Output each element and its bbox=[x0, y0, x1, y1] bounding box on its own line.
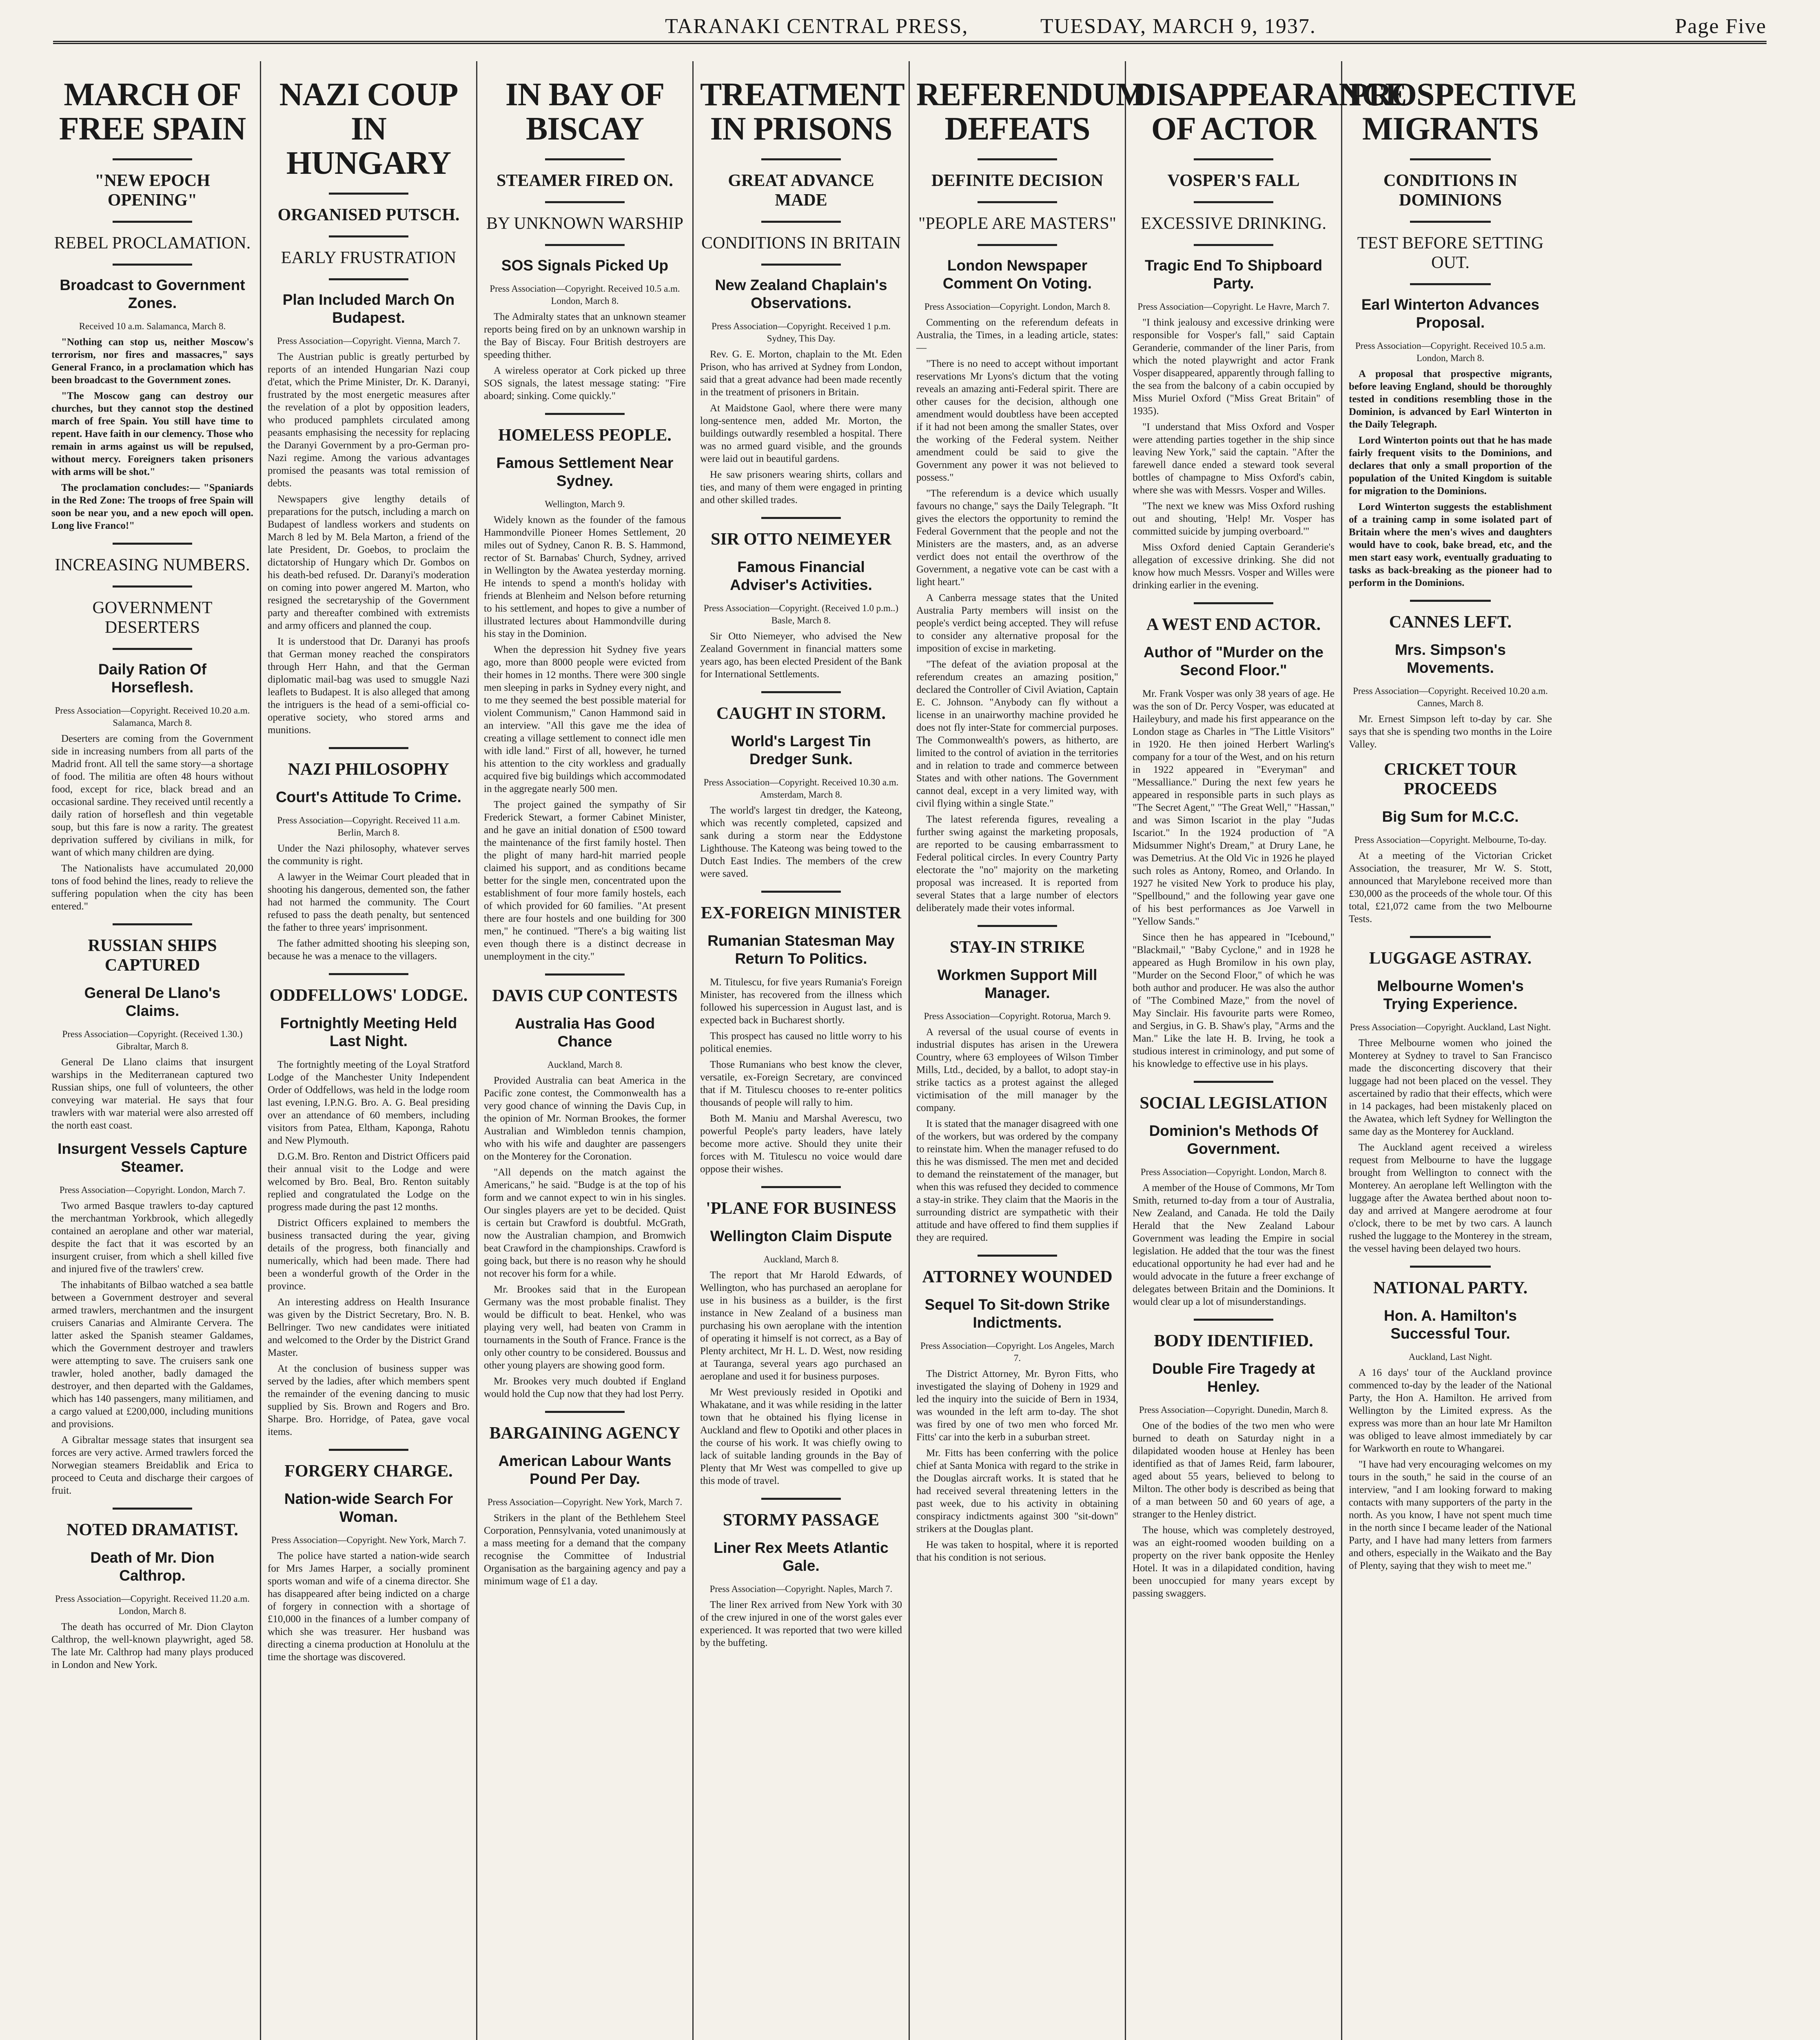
divider bbox=[545, 973, 625, 976]
divider bbox=[113, 543, 192, 545]
paragraph: At the conclusion of business supper was served by the ladies, after which members spent the remainder of the evening dancing to music supplied by Sis. Brown and Rogers and Bro. Sharpe. Bro. Horridge, of Patea, gave vocal items. bbox=[268, 1363, 470, 1437]
deck: Workmen Support Mill Manager. bbox=[937, 967, 1097, 1001]
paragraph: Mr. Fitts has been conferring with the police chief at Santa Monica with regard to the strike in the Douglas aircraft works. It is stated that he had received several threatening letters in the past week, due to his activity in obtaining conspiracy indictments against 300 "sit-down" strikers at the Douglas plant. bbox=[916, 1448, 1118, 1534]
paragraph: Lord Winterton points out that he has made fairly frequent visits to the Dominions, and declares that only a small proportion of the population of the United Kingdom is suitable for migration to the Dominions. bbox=[1349, 435, 1552, 497]
paragraph: Under the Nazi philosophy, whatever serves the community is right. bbox=[268, 843, 470, 867]
paragraph: Mr. Ernest Simpson left to-day by car. She says that she is spending two months in the Loire Valley. bbox=[1349, 714, 1552, 750]
headline: NAZI COUP IN HUNGARY bbox=[279, 77, 458, 181]
dateline: Press Association—Copyright. New York, March 7. bbox=[487, 1497, 683, 1507]
subheadline: CAUGHT IN STORM. bbox=[716, 704, 886, 723]
divider bbox=[761, 891, 841, 893]
paragraph: Lord Winterton suggests the establishment of a training camp in some isolated part of Britain where the men's wives and daughters would have to cook, bake bread, etc, and the men start easy work, eventually graduating to tasks as back-breaking as the pioneer had to perform in the Dominions. bbox=[1349, 501, 1552, 588]
subheadline: ATTORNEY WOUNDED bbox=[922, 1268, 1113, 1286]
deck: General De Llano's Claims. bbox=[84, 985, 221, 1019]
subheadline: SIR OTTO NEIMEYER bbox=[711, 530, 891, 549]
paragraph: "The next we knew was Miss Oxford rushing out and shouting, 'Help! Mr. Vosper has committed suicide by jumping overboard.'" bbox=[1133, 501, 1335, 537]
paragraph: The Nationalists have accumulated 20,000 tons of food behind the lines, ready to relieve the suffering population when the city has been entered." bbox=[51, 863, 253, 912]
paragraph: Mr. Frank Vosper was only 38 years of age. He was the son of Dr. Percy Vosper, was educated at Haileybury, and made his first appearance on the London stage as Charles in "The Little Visitors" in 1920. He then joined Herbert Warling's company for a tour of the West, and on his return in 1922 appeared in "Everyman" and "Messalliance." During the next few years he appeared in responsible parts in such plays as "The Secret Agent," "The Great Well," "Hassan," and was Simon Iscariot in the play "Judas Iscariot." In the 1924 production of "A Midsummer Night's Dream," at Drury Lane, he was Demetrius. At the Old Vic in 1926 he played such roles as Antony, Romeo, and Orlando. In 1927 he visited New York to produce his play, "Spellbound," and the following year gave one of his best performances as Joe Varwell in "Yellow Sands." bbox=[1133, 688, 1335, 927]
deck: Big Sum for M.C.C. bbox=[1382, 808, 1519, 825]
deck: Wellington Claim Dispute bbox=[710, 1228, 892, 1244]
paper-name: TARANAKI CENTRAL PRESS, bbox=[665, 15, 969, 38]
paragraph: Mr. Brookes said that in the European Germany was the most probable finalist. They would be difficult to beat. Henkel, who was playing very well, had beaten von Cramm in tournaments in the South of France. France is the only other country to be considered. Boussus and other young players are showing good form. bbox=[484, 1284, 686, 1371]
dateline: Press Association—Copyright. London, March 7. bbox=[59, 1185, 246, 1195]
dateline: Press Association—Copyright. Received 11 a.m. Berlin, March 8. bbox=[277, 815, 460, 838]
subheadline: CRICKET TOUR PROCEEDS bbox=[1384, 760, 1517, 798]
paragraph: The father admitted shooting his sleeping son, because he was a menace to the villagers. bbox=[268, 938, 470, 962]
dateline: Auckland, March 8. bbox=[547, 1060, 623, 1070]
paragraph: "The referendum is a device which usually favours no change," says the Daily Telegraph. "It gives the electors the opportunity to remind the Federal Government that the people and not the Ministers are the masters, and, as an adverse verdict does not entail the overthrow of the Government, a negative vote can be cast with a light heart." bbox=[916, 488, 1118, 588]
paragraph: The District Attorney, Mr. Byron Fitts, who investigated the slaying of Doheny in 1929 and led the inquiry into the suicide of Bern in 1934, was wounded in the left arm to-day. The shot was fired by one of two men who forced Mr. Fitts' car into the kerb in a suburban street. bbox=[916, 1368, 1118, 1443]
paragraph: Strikers in the plant of the Bethlehem Steel Corporation, Pennsylvania, voted unanimously at a mass meeting for a demand that the company recognise the Committee of Industrial Organisation as the bargaining agency and pay a minimum wage of £1 a day. bbox=[484, 1512, 686, 1587]
divider bbox=[113, 648, 192, 650]
deck: Famous Financial Adviser's Activities. bbox=[730, 559, 872, 593]
deck: Liner Rex Meets Atlantic Gale. bbox=[714, 1539, 889, 1574]
paragraph: Deserters are coming from the Government side in increasing numbers from all parts of the Madrid front. All tell the same story—a shortage of food. The militia are often 48 hours without food, except for rice, black bread and an occasional sardine. They received until recently a daily ration of horseflesh and thin vegetable soup, but this fare is now a rarity. The greatest deprivation suffered by civilians in milk, for want of which many children are dying. bbox=[51, 733, 253, 858]
paragraph: "The defeat of the aviation proposal at the referendum creates an amazing position," declared the Controller of Civil Aviation, Captain E. C. Johnson. "Anybody can fly without a license in an unairworthy machine provided he does not fly inter-State for commercial purposes. The Commonwealth's powers, as hitherto, are limited to the control of aviation in the territories and in relation to trade and commerce between States and with other nations. The Government cannot deal, except in a very limited way, with civil flying within a single State." bbox=[916, 659, 1118, 809]
divider bbox=[113, 221, 192, 223]
deck: Author of "Murder on the Second Floor." bbox=[1144, 644, 1323, 679]
subheadline: EARLY FRUSTRATION bbox=[281, 248, 457, 267]
subheadline: REBEL PROCLAMATION. bbox=[54, 234, 251, 253]
paragraph: M. Titulescu, for five years Rumania's Foreign Minister, has recovered from the illness which followed his supercession in August last, and is expected back in Bucharest shortly. bbox=[700, 977, 902, 1026]
divider bbox=[761, 158, 841, 160]
subheadline: GREAT ADVANCE MADE bbox=[728, 171, 874, 210]
paragraph: District Officers explained to members the business transacted during the year, giving details of the progress, both financially and numerically, which had been made. There had been a wonderful growth of the Order in the province. bbox=[268, 1217, 470, 1292]
paragraph: The project gained the sympathy of Sir Frederick Stewart, a former Cabinet Minister, and he gave an initial donation of £500 toward the maintenance of the first family hostel. Then the plight of many hard-hit married people claimed his support, and as conditions became better for the single men, concentrated upon the establishment of four more family hostels, each of which provided for 60 families. "At present there are four hostels and one building for 300 men," he continued. "There's a big waiting list even though there is a distinct decrease in unemployment in the city." bbox=[484, 799, 686, 962]
paragraph: At a meeting of the Victorian Cricket Association, the treasurer, Mr W. S. Stott, announced that Marylebone received more than £30,000 as the proceeds of the whole tour. Of this total, £21,072 came from the two Melbourne Tests. bbox=[1349, 850, 1552, 925]
deck: Tragic End To Shipboard Party. bbox=[1144, 257, 1323, 292]
paragraph: A proposal that prospective migrants, before leaving England, should be thoroughly tested in conditions resembling those in the Dominion, is advanced by Earl Winterton in the Daily Telegraph. bbox=[1349, 368, 1552, 430]
divider bbox=[1410, 1266, 1491, 1268]
paragraph: The Austrian public is greatly perturbed by reports of an intended Hungarian Nazi coup d'etat, which the Prime Minister, Dr. K. Daranyi, frustrated by the most energetic measures after the revelation of a plot by opposition leaders, who produced pamphlets circulated among peasants emphasising the necessity for replacing the Daranyi Government by a pro-German pro-Nazi regime. Among the various advantages promised the peasants was total remission of debts. bbox=[268, 351, 470, 489]
divider bbox=[545, 158, 625, 160]
divider bbox=[113, 264, 192, 266]
deck: Plan Included March On Budapest. bbox=[282, 291, 455, 326]
headline: DISAPPEARANCE OF ACTOR bbox=[1133, 77, 1407, 147]
subheadline: "NEW EPOCH OPENING" bbox=[95, 171, 210, 210]
dateline: Press Association—Copyright. Los Angeles, March 7. bbox=[920, 1341, 1115, 1363]
divider bbox=[329, 235, 408, 237]
deck: Broadcast to Government Zones. bbox=[60, 277, 245, 311]
paragraph: It is understood that Dr. Daranyi has proofs that German money reached the conspirators through Herr Hahn, and that the German diplomatic mail-bag was used to smuggle Nazi leaflets to Budapest. It is also alleged that among the intriguers is the head of a semi-official co-operative society, who stored arms and munitions. bbox=[268, 636, 470, 736]
subheadline: NATIONAL PARTY. bbox=[1373, 1279, 1528, 1297]
dateline: Press Association—Copyright. Auckland, Last Night. bbox=[1350, 1022, 1551, 1032]
dateline: Press Association—Copyright. Received 1 p.m. Sydney, This Day. bbox=[712, 321, 891, 344]
divider bbox=[761, 264, 841, 266]
deck: Famous Settlement Near Sydney. bbox=[496, 455, 674, 489]
divider bbox=[545, 1411, 625, 1413]
dateline: Press Association—Copyright. (Received 1.0 p.m..) Basle, March 8. bbox=[703, 603, 899, 625]
divider bbox=[1194, 201, 1273, 203]
divider bbox=[545, 244, 625, 246]
divider bbox=[761, 221, 841, 223]
masthead bbox=[53, 12, 1767, 44]
subheadline: SOCIAL LEGISLATION bbox=[1139, 1094, 1328, 1113]
dateline: Press Association—Copyright. Rotorua, March 9. bbox=[924, 1011, 1111, 1021]
column-5 bbox=[910, 61, 1146, 2040]
paragraph: The liner Rex arrived from New York with 30 of the crew injured in one of the worst gales ever experienced. It was reported that two were killed by the buffeting. bbox=[700, 1599, 902, 1648]
paragraph: Provided Australia can beat America in the Pacific zone contest, the Commonwealth has a very good chance of winning the Davis Cup, in the opinion of Mr. Norman Brookes, the former Australian and Wimbledon tennis champion, who with his wife and daughter are passengers on the Monterey for the Coronation. bbox=[484, 1075, 686, 1162]
headline: REFERENDUM DEFEATS bbox=[916, 77, 1146, 147]
paragraph: The Auckland agent received a wireless request from Melbourne to have the luggage brought from Wellington to connect with the Monterey. An aeroplane left Wellington with the luggage after the Awatea berthed about noon to-day and arrived at Mangere aerodrome at four o'clock, there to be met by two cars. A launch rushed the luggage to the Monterey in the stream, the vessel having been delayed two hours. bbox=[1349, 1142, 1552, 1254]
dateline: Press Association—Copyright. Vienna, March 7. bbox=[277, 336, 460, 346]
divider bbox=[329, 1449, 408, 1451]
deck: Double Fire Tragedy at Henley. bbox=[1152, 1360, 1315, 1395]
deck: Rumanian Statesman May Return To Politics. bbox=[707, 932, 895, 967]
paragraph: "All depends on the match against the Americans," he said. "Budge is at the top of his form and we cannot expect to win in his singles. Our singles players are yet to be decided. Quist is certain but Crawford is doubtful. McGrath, now the Australian champion, and Bromwich beat Crawford in the championships. Crawford is going back, but there is no reason why he should not recover his form for a while. bbox=[484, 1167, 686, 1279]
deck: Earl Winterton Advances Proposal. bbox=[1361, 296, 1540, 331]
paragraph: Commenting on the referendum defeats in Australia, the Times, in a leading article, states:— bbox=[916, 317, 1118, 353]
divider bbox=[113, 158, 192, 160]
paragraph: Three Melbourne women who joined the Monterey at Sydney to travel to San Francisco made the disconcerting discovery that their luggage had not been placed on the vessel. They ascertained by radio that their effects, which were in 14 packages, had been mistakenly placed on the Awatea, which left Sydney for Wellington the same day as the Monterey for Auckland. bbox=[1349, 1038, 1552, 1137]
dateline: Press Association—Copyright. Received 10.30 a.m. Amsterdam, March 8. bbox=[703, 777, 899, 800]
paragraph: The inhabitants of Bilbao watched a sea battle between a Government destroyer and several armed trawlers, merchantmen and the insurgent cruisers Canarias and Almirante Cervera. The latter asked the Spanish steamer Galdames, which the Government destroyer and trawlers were attempting to save. The cruisers sank one trawler, holed another, badly damaged the destroyer, and then departed with the Galdames, which has 140 passengers, many militiamen, and a cargo valued at £200,000, including munitions and provisions. bbox=[51, 1279, 253, 1430]
subheadline: VOSPER'S FALL bbox=[1167, 171, 1300, 190]
paragraph: Rev. G. E. Morton, chaplain to the Mt. Eden Prison, who has arrived at Sydney from London, said that a great advance had been made recently in the treatment of prisoners in Britain. bbox=[700, 349, 902, 398]
divider bbox=[1194, 602, 1273, 604]
divider bbox=[978, 925, 1057, 927]
paragraph: Widely known as the founder of the famous Hammondville Pioneer Homes Settlement, 20 miles out of Sydney, Canon R. B. S. Hammond, rector of St. Barnabas' Church, Sydney, arrived in Wellington by the Awatea yesterday morning. He intends to spend a month's holiday with friends at Blenheim and Nelson before returning to his settlement, and hopes to give a number of illustrated lectures about Hammondville during his stay in the Dominion. bbox=[484, 514, 686, 639]
paragraph: Miss Oxford denied Captain Geranderie's allegation of excessive drinking. She did not know how much Messrs. Vosper and Willes were drinking earlier in the evening. bbox=[1133, 542, 1335, 591]
divider bbox=[329, 973, 408, 975]
dateline: Auckland, March 8. bbox=[763, 1254, 839, 1264]
subheadline: "PEOPLE ARE MASTERS" bbox=[918, 214, 1116, 233]
page-number: Page Five bbox=[1675, 15, 1767, 38]
subheadline: FORGERY CHARGE. bbox=[284, 1462, 453, 1481]
subheadline: HOMELESS PEOPLE. bbox=[498, 426, 672, 445]
subheadline: BODY IDENTIFIED. bbox=[1154, 1332, 1313, 1350]
dateline: Press Association—Copyright. Le Havre, March 7. bbox=[1137, 302, 1330, 312]
subheadline: CANNES LEFT. bbox=[1389, 613, 1512, 632]
subheadline: STAY-IN STRIKE bbox=[949, 938, 1085, 957]
divider bbox=[545, 413, 625, 415]
paragraph: The police have started a nation-wide search for Mrs James Harper, a socially prominent sports woman and wife of a cinema director. She has disappeared after being indicted on a charge of forgery in connection with a shortage of £10,000 in the finances of a lumber company of which she was treasurer. Her husband was directing a cinema production at Honolulu at the time the shortage was discovered. bbox=[268, 1550, 470, 1663]
divider bbox=[1194, 1081, 1273, 1083]
subheadline: BARGAINING AGENCY bbox=[489, 1424, 681, 1443]
divider bbox=[329, 278, 408, 280]
issue-date: TUESDAY, MARCH 9, 1937. bbox=[1040, 15, 1316, 38]
divider bbox=[978, 201, 1057, 203]
subheadline: EX-FOREIGN MINISTER bbox=[701, 904, 902, 922]
divider bbox=[1194, 158, 1273, 160]
divider bbox=[329, 747, 408, 749]
deck: World's Largest Tin Dredger Sunk. bbox=[731, 733, 871, 767]
deck: Australia Has Good Chance bbox=[514, 1015, 655, 1050]
deck: SOS Signals Picked Up bbox=[501, 257, 669, 274]
paragraph: A lawyer in the Weimar Court pleaded that in shooting his dangerous, demented son, the father had not harmed the community. The Court refused to pass the death penalty, but sentenced the father to three years' imprisonment. bbox=[268, 871, 470, 933]
subheadline: NAZI PHILOSOPHY bbox=[288, 760, 450, 779]
headline: MARCH OF FREE SPAIN bbox=[59, 77, 246, 147]
divider bbox=[761, 691, 841, 693]
paragraph: The Admiralty states that an unknown steamer reports being fired on by an unknown warship in the Bay of Biscay. Four British destroyers are speeding thither. bbox=[484, 311, 686, 360]
paragraph: General De Llano claims that insurgent warships in the Mediterranean captured two Russian ships, one full of volunteers, the other conveying war material. He says that four trawlers with war material were also arrested off the north east coast. bbox=[51, 1057, 253, 1131]
paragraph: "Nothing can stop us, neither Moscow's terrorism, nor fires and massacres," says General Franco, in a proclamation which has been broadcast to the Government zones. bbox=[51, 337, 253, 386]
paragraph: Sir Otto Niemeyer, who advised the New Zealand Government in financial matters some years ago, has been elected President of the Bank for International Settlements. bbox=[700, 631, 902, 680]
dateline: Press Association—Copyright. Received 10.5 a.m. London, March 8. bbox=[1355, 341, 1546, 363]
headline: IN BAY OF BISCAY bbox=[505, 77, 665, 147]
column-3 bbox=[477, 61, 694, 2040]
dateline: Press Association—Copyright. London, March 8. bbox=[1140, 1167, 1327, 1177]
paragraph: A member of the House of Commons, Mr Tom Smith, returned to-day from a tour of Australia, New Zealand, and Canada. He told the Daily Herald that the New Zealand Labour Government was leading the Empire in social legislation. He added that the tour was the finest educational opportunity he had ever had and he would advocate in the future a freer exchange of delegates between Britain and the Dominions. It would clear up a lot of misunderstandings. bbox=[1133, 1182, 1335, 1307]
paragraph: Since then he has appeared in "Icebound," "Blackmail," "Baby Cyclone," and in 1928 he appeared as Hugh Bromilow in his own play, "Murder on the Second Floor," of which he was both author and producer. He was also the author of "The Combined Maze," from the novel of May Sinclair. His favourite parts were Romeo, and Sergius, in G. B. Shaw's play, "Arms and the Man." Like the late H. B. Irving, he took a studious interest in criminology, and put some of his knowledge to effective use in his plays. bbox=[1133, 932, 1335, 1069]
paragraph: Both M. Maniu and Marshal Averescu, two powerful People's party leaders, have lately become more active. Should they unite their forces with M. Titulescu no voice would dare oppose their wishes. bbox=[700, 1113, 902, 1175]
dateline: Received 10 a.m. Salamanca, March 8. bbox=[79, 321, 226, 331]
divider bbox=[761, 517, 841, 519]
column-2 bbox=[261, 61, 477, 2040]
headline: TREATMENT IN PRISONS bbox=[700, 77, 904, 147]
paragraph: "I have had very encouraging welcomes on my tours in the south," he said in the course of an interview, "and I am looking forward to making contacts with many supporters of the party in the north. As you know, I have not spent much time in the north since I became leader of the National Party, and I have had many letters from farmers and others, especially in the Waikato and the Bay of Plenty, saying that they wish to meet me." bbox=[1349, 1459, 1552, 1571]
subheadline: CONDITIONS IN DOMINIONS bbox=[1383, 171, 1517, 210]
paragraph: D.G.M. Bro. Renton and District Officers paid their annual visit to the Lodge and were welcomed by Bro. Beal, Bro. Renton suitably replied and congratulated the Lodge on the progress made during the past 12 months. bbox=[268, 1151, 470, 1213]
deck: Dominion's Methods Of Government. bbox=[1149, 1122, 1318, 1157]
deck: Daily Ration Of Horseflesh. bbox=[98, 661, 207, 696]
paragraph: The house, which was completely destroyed, was an eight-roomed wooden building on a property on the river bank opposite the Henley Hotel. It was in a dilapidated condition, having been unoccupied for many years except by passing swaggers. bbox=[1133, 1525, 1335, 1599]
subheadline: STORMY PASSAGE bbox=[723, 1511, 880, 1530]
deck: Hon. A. Hamilton's Successful Tour. bbox=[1383, 1307, 1517, 1342]
subheadline: LUGGAGE ASTRAY. bbox=[1369, 949, 1532, 968]
divider bbox=[1410, 221, 1491, 223]
deck: Mrs. Simpson's Movements. bbox=[1395, 641, 1506, 676]
paragraph: At Maidstone Gaol, where there were many long-sentence men, added Mr. Morton, the buildings outwardly resembled a hospital. There was no armed guard visible, and the grounds were laid out in beautiful gardens. bbox=[700, 403, 902, 464]
subheadline: BY UNKNOWN WARSHIP bbox=[486, 214, 684, 233]
subheadline: DAVIS CUP CONTESTS bbox=[492, 987, 678, 1005]
deck: Melbourne Women's Trying Experience. bbox=[1377, 978, 1524, 1012]
paragraph: A reversal of the usual course of events in industrial disputes has arisen in the Urewera Country, where 63 employees of Wilson Timber Mills, Ltd., decided, by a ballot, to adopt stay-in strike tactics as a protest against the alleged victimisation of the mill manager by the company. bbox=[916, 1027, 1118, 1113]
divider bbox=[113, 923, 192, 925]
subheadline: 'PLANE FOR BUSINESS bbox=[706, 1199, 896, 1218]
paragraph: He was taken to hospital, where it is reported that his condition is not serious. bbox=[916, 1539, 1118, 1563]
paragraph: The death has occurred of Mr. Dion Clayton Calthrop, the well-known playwright, aged 58. The late Mr. Calthrop had many plays produced in London and New York. bbox=[51, 1621, 253, 1670]
paragraph: Two armed Basque trawlers to-day captured the merchantman Yorkbrook, which allegedly contained an aeroplane and other war material, despite the fact that it was escorted by an insurgent cruiser, from which a shell killed five and injured five of the trawlers' crew. bbox=[51, 1200, 253, 1275]
divider bbox=[113, 1508, 192, 1510]
deck: American Labour Wants Pound Per Day. bbox=[498, 1452, 672, 1487]
subheadline: STEAMER FIRED ON. bbox=[497, 171, 673, 190]
divider bbox=[1194, 1319, 1273, 1321]
dateline: Press Association—Copyright. Dunedin, March 8. bbox=[1139, 1405, 1328, 1415]
paragraph: "I understand that Miss Oxford and Vosper were attending parties together in the ship since leaving New York," said the captain. "After the farewell dance ended a steward took several bottles of champagne to Miss Oxford's cabin, where she was with Messrs. Vosper and Willes. bbox=[1133, 421, 1335, 496]
subheadline: ODDFELLOWS' LODGE. bbox=[269, 986, 468, 1005]
column-6 bbox=[1126, 61, 1407, 2040]
divider bbox=[545, 201, 625, 203]
dateline: Press Association—Copyright. Received 10.5 a.m. London, March 8. bbox=[490, 284, 680, 306]
paragraph: A wireless operator at Cork picked up three SOS signals, the latest message stating: "Fire aboard; sinking. Come quickly." bbox=[484, 365, 686, 401]
divider bbox=[1410, 936, 1491, 938]
dateline: Auckland, Last Night. bbox=[1408, 1352, 1492, 1362]
paragraph: A 16 days' tour of the Auckland province commenced to-day by the leader of the National Party, the Hon A. Hamilton. He arrived from Wellington by the Limited express. As the express was more than an hour late Mr Hamilton was obliged to leave almost immediately by car for Warkworth en route to Whangarei. bbox=[1349, 1367, 1552, 1454]
subheadline: TEST BEFORE SETTING OUT. bbox=[1357, 234, 1544, 272]
paragraph: A Canberra message states that the United Australia Party members will insist on the people's verdict being accepted. They will refuse to consider any alternative proposal for the imposition of excise in marketing. bbox=[916, 592, 1118, 654]
subheadline: A WEST END ACTOR. bbox=[1146, 615, 1321, 634]
paragraph: Mr. Brookes very much doubted if England would hold the Cup now that they had lost Perry. bbox=[484, 1376, 686, 1399]
dateline: Wellington, March 9. bbox=[545, 499, 625, 509]
news-columns bbox=[45, 61, 1775, 2040]
subheadline: GOVERNMENT DESERTERS bbox=[92, 599, 213, 637]
divider bbox=[978, 158, 1057, 160]
dateline: Press Association—Copyright. Received 10.20 a.m. Cannes, March 8. bbox=[1353, 686, 1548, 708]
paragraph: One of the bodies of the two men who were burned to death on Saturday night in a dilapidated wooden house at Henley has been identified as that of James Reid, farm labourer, aged about 55 years, believed to belong to Milton. The other body is described as being that of a man between 50 and 60 years of age, a stranger to the Henley district. bbox=[1133, 1420, 1335, 1520]
dateline: Press Association—Copyright. Received 11.20 a.m. London, March 8. bbox=[55, 1594, 250, 1616]
deck: Fortnightly Meeting Held Last Night. bbox=[280, 1015, 457, 1049]
dateline: Press Association—Copyright. Naples, March 7. bbox=[709, 1584, 893, 1594]
paragraph: He saw prisoners wearing shirts, collars and ties, and many of them were engaged in printing and other skilled trades. bbox=[700, 469, 902, 506]
deck: Sequel To Sit-down Strike Indictments. bbox=[924, 1296, 1110, 1331]
divider bbox=[761, 1186, 841, 1188]
paragraph: "The Moscow gang can destroy our churches, but they cannot stop the destined march of free Spain. You still have time to repent. Have faith in our clemency. Those who remain in arms against us will be repulsed, without mercy. Foreigners taken prisoners with arms will be shot." bbox=[51, 390, 253, 477]
divider bbox=[978, 1255, 1057, 1257]
divider bbox=[1194, 244, 1273, 246]
divider bbox=[978, 244, 1057, 246]
paragraph: The fortnightly meeting of the Loyal Stratford Lodge of the Manchester Unity Independent Order of Oddfellows, was held in the lodge room last evening, I.P.N.G. Bro. A. G. Beal presiding over an attendance of 60 members, including visitors from Patea, Eltham, Kaponga, Rahotu and New Plymouth. bbox=[268, 1059, 470, 1146]
paragraph: It is stated that the manager disagreed with one of the workers, but was ordered by the company to reinstate him. When the manager refused to do this he was dismissed. The men met and decided to demand the reinstatement of the manager, but when this was refused they decided to commence a stay-in strike. They claim that the Maoris in the surrounding district are sympathetic with their attitude and have offered to find them supplies if they are required. bbox=[916, 1118, 1118, 1243]
column-4 bbox=[694, 61, 910, 2040]
column-7 bbox=[1342, 61, 1576, 2040]
subheadline: DEFINITE DECISION bbox=[931, 171, 1104, 190]
paragraph: Those Rumanians who best know the clever, versatile, ex-Foreign Secretary, are convinced that if M. Titulescu chooses to re-enter politics thousands of people will rally to him. bbox=[700, 1059, 902, 1108]
subheadline: RUSSIAN SHIPS CAPTURED bbox=[88, 936, 217, 975]
dateline: Press Association—Copyright. Received 10.20 a.m. Salamanca, March 8. bbox=[55, 705, 250, 728]
divider bbox=[1410, 158, 1491, 160]
deck: New Zealand Chaplain's Observations. bbox=[715, 277, 887, 311]
subheadline: ORGANISED PUTSCH. bbox=[277, 206, 460, 224]
paragraph: The latest referenda figures, revealing a further swing against the marketing proposals, are reported to be causing embarrassment to Federal political circles. In every Country Party electorate the "no" majority on the marketing proposal was increased. It is reported from several States that a large number of electors deliberately made their votes informal. bbox=[916, 814, 1118, 914]
column-1 bbox=[45, 61, 261, 2040]
paragraph: The proclamation concludes:— "Spaniards in the Red Zone: The troops of free Spain will soon be near you, and a new epoch will open. Long live Franco!" bbox=[51, 482, 253, 531]
paragraph: A Gibraltar message states that insurgent sea forces are very active. Armed trawlers forced the Norwegian steamers Breidablik and Erica to proceed to Ceuta and discharge their cargoes of fruit. bbox=[51, 1435, 253, 1496]
divider bbox=[761, 1498, 841, 1500]
paragraph: The report that Mr Harold Edwards, of Wellington, who has purchased an aeroplane for use in his business as a builder, is the first instance in New Zealand of a business man purchasing his own aeroplane with the intention of operating it himself is not correct, as a Bay of Plenty architect, Mr H. L. D. West, now residing at Tauranga, several years ago purchased an aeroplane and used it for business purposes. bbox=[700, 1270, 902, 1382]
deck: Court's Attitude To Crime. bbox=[276, 789, 461, 805]
divider bbox=[113, 585, 192, 588]
deck: Death of Mr. Dion Calthrop. bbox=[90, 1549, 215, 1584]
paragraph: Mr West previously resided in Opotiki and Whakatane, and it was while residing in the latter town that he obtained his flying license in Auckland and flew to Opotiki and other places in the course of his work. It was chiefly owing to lack of suitable landing grounds in the Bay of Plenty that Mr West was compelled to give up this mode of travel. bbox=[700, 1387, 902, 1486]
paragraph: The world's largest tin dredger, the Kateong, which was recently completed, capsized and sank during a storm near the Eddystone Lighthouse. The Kateong was being towed to the Dutch East Indies. The members of the crew were saved. bbox=[700, 805, 902, 879]
paragraph: When the depression hit Sydney five years ago, more than 8000 people were evicted from their homes in 12 months. There were 300 single men sleeping in parks in Sydney every night, and to me they seemed the best possible material for violent Communism," Canon Hammond said in an interview. "All this gave me the idea of creating a village settlement to connect idle men with idle land." First of all, however, he turned his attention to the city workless and gradually acquired five big buildings which accommodated in the aggregate nearly 500 men. bbox=[484, 644, 686, 794]
divider bbox=[329, 193, 408, 195]
divider bbox=[1410, 600, 1491, 602]
paragraph: An interesting address on Health Insurance was given by the District Secretary, Bro. N. B. Bellringer. Two new candidates were initiated and welcomed to the Order by the District Grand Master. bbox=[268, 1297, 470, 1358]
subheadline: EXCESSIVE DRINKING. bbox=[1141, 214, 1326, 233]
subheadline: INCREASING NUMBERS. bbox=[55, 556, 250, 574]
dateline: Press Association—Copyright. London, March 8. bbox=[924, 302, 1111, 312]
paragraph: "I think jealousy and excessive drinking were responsible for Vosper's fall," said Captain Geranderie, commander of the liner Paris, from which the noted playwright and actor Frank Vosper disappeared, apparently through falling to the sea from the balcony of a cabin occupied by Miss Muriel Oxford ("Miss Great Britain" of 1935). bbox=[1133, 317, 1335, 417]
deck: London Newspaper Comment On Voting. bbox=[942, 257, 1092, 292]
dateline: Press Association—Copyright. (Received 1.30.) Gibraltar, March 8. bbox=[62, 1029, 243, 1051]
deck: Nation-wide Search For Woman. bbox=[284, 1490, 453, 1525]
paragraph: Newspapers give lengthy details of preparations for the putsch, including a march on Budapest of landless workers and students on March 8 led by M. Bela Marton, a friend of the late President, Dr. Goebos, to proclaim the dictatorship of Hungary which Dr. Gombos on his death-bed refused. Dr. Daranyi's moderation on coming into power angered M. Marton, who resigned the secretaryship of the Government party and thereafter combined with extremists and army officers and planned the coup. bbox=[268, 494, 470, 631]
subheadline: NOTED DRAMATIST. bbox=[67, 1521, 238, 1539]
subheadline: CONDITIONS IN BRITAIN bbox=[701, 234, 901, 253]
dateline: Press Association—Copyright. New York, March 7. bbox=[271, 1535, 466, 1545]
deck: Insurgent Vessels Capture Steamer. bbox=[58, 1140, 247, 1175]
divider bbox=[1410, 283, 1491, 285]
dateline: Press Association—Copyright. Melbourne, To-day. bbox=[1354, 835, 1547, 845]
headline: PROSPECTIVE MIGRANTS bbox=[1349, 77, 1576, 147]
paragraph: This prospect has caused no little worry to his political enemies. bbox=[700, 1031, 902, 1054]
paragraph: "There is no need to accept without important reservations Mr Lyons's dictum that the voting reveals an amazing anti-Federal spirit. There are other causes for the decision, although one amendment would doubtless have been accepted if it had not been among the smaller States, over the working of the Federal system. Neither amendment could be said to give the Government any power it was not believed to possess." bbox=[916, 358, 1118, 483]
